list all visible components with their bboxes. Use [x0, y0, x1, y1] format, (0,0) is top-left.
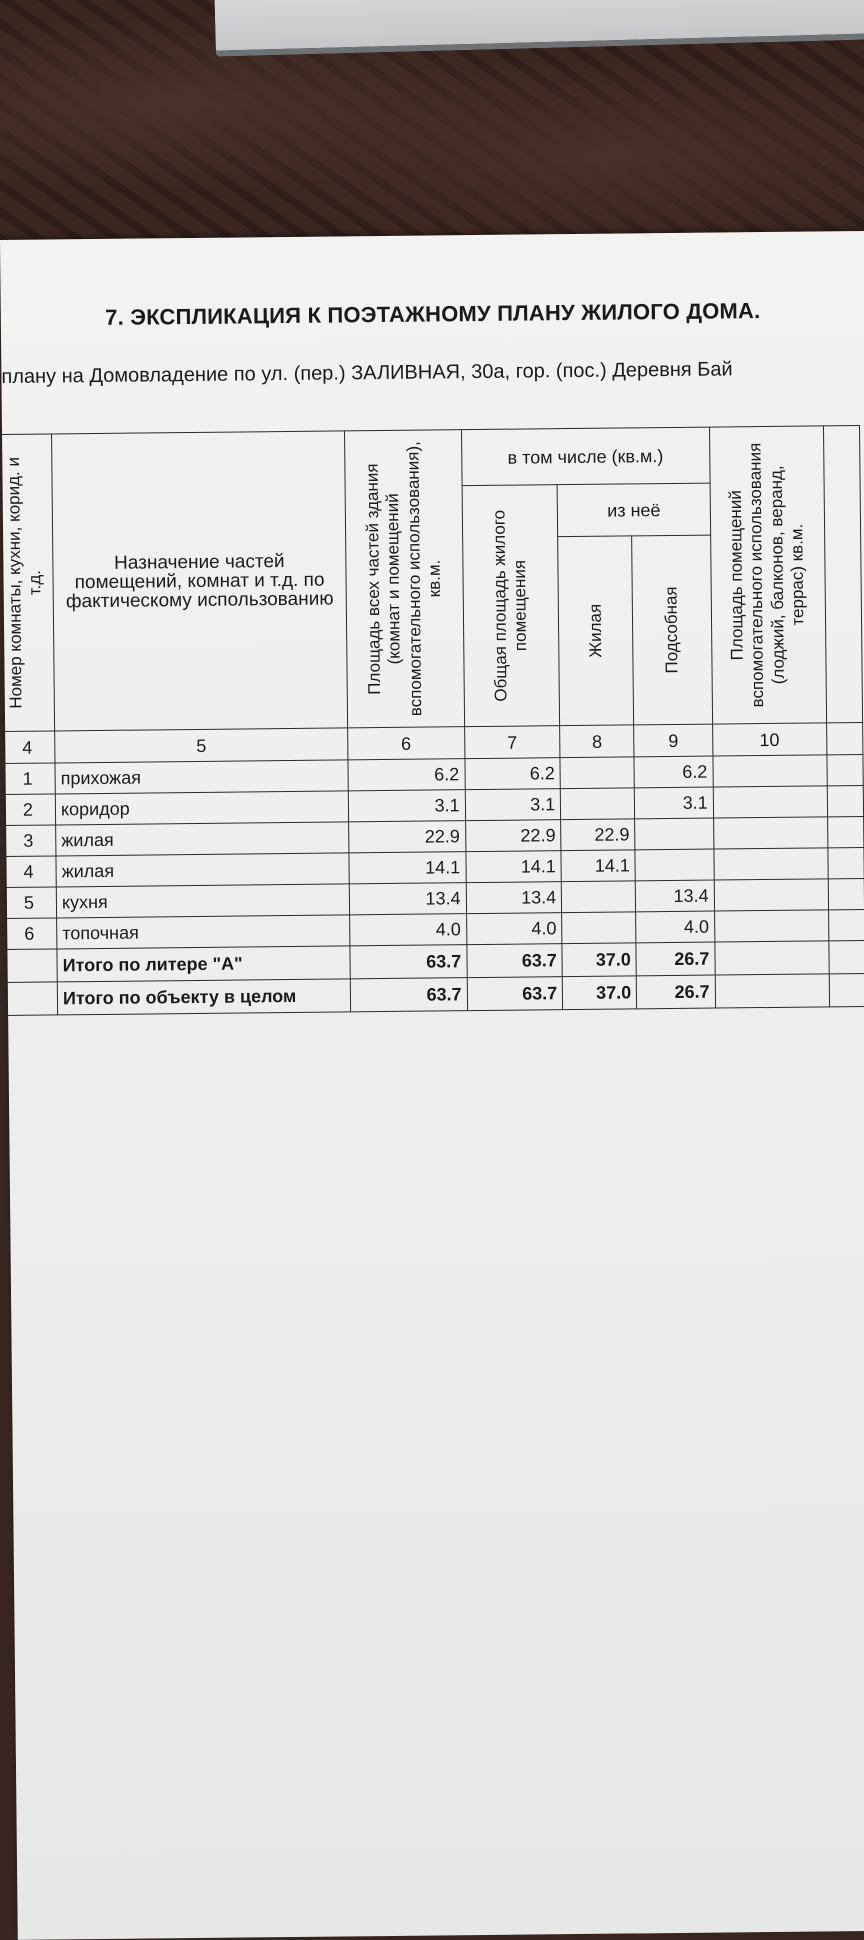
total-label: Итого по литере "А" — [57, 946, 350, 982]
explication-table — [0, 425, 864, 1016]
room-name: кухня — [56, 884, 349, 918]
aux-area: 6.2 — [634, 756, 713, 788]
room-name: прихожая — [55, 760, 348, 794]
index-cell: 10 — [712, 723, 826, 756]
aux-area — [635, 818, 714, 850]
index-cell: 6 — [348, 727, 465, 760]
common-area: 22.9 — [465, 820, 561, 852]
aux-area: 13.4 — [635, 880, 714, 912]
living-area — [562, 881, 636, 913]
common-area: 14.1 — [466, 851, 562, 883]
total-area: 22.9 — [349, 821, 466, 853]
header-aux: Подсобная — [632, 535, 712, 725]
common-area: 4.0 — [466, 913, 562, 945]
room-name: топочная — [57, 915, 350, 949]
other-area — [714, 848, 828, 880]
document-subtitle: плану на Домовладение по ул. (пер.) ЗАЛИВНАЯ, 30а, гор. (пос.) Деревня Бай — [1, 358, 733, 388]
other-area — [714, 879, 828, 911]
header-living: Жилая — [558, 536, 634, 726]
room-number: 5 — [1, 887, 56, 919]
document-title: 7. ЭКСПЛИКАЦИЯ К ПОЭТАЖНОМУ ПЛАНУ ЖИЛОГО ДОМА. — [105, 298, 761, 330]
room-name: жилая — [56, 822, 349, 856]
other-area — [715, 974, 829, 1008]
header-group: в том числе (кв.м.) — [461, 427, 710, 486]
room-number: 3 — [1, 825, 56, 857]
index-cell: 5 — [55, 728, 348, 763]
total-area: 13.4 — [349, 883, 466, 915]
total-area: 4.0 — [350, 914, 467, 946]
living-area — [562, 912, 636, 944]
total-area: 3.1 — [348, 790, 465, 822]
common-area: 63.7 — [467, 944, 563, 978]
common-area: 3.1 — [465, 789, 561, 821]
other-area — [715, 941, 829, 975]
aux-area — [635, 849, 714, 881]
header-aux-area: Площадь помещений вспомогательного использования (лоджий, балконов, веранд, террас) кв.м. — [709, 426, 826, 724]
total-label: Итого по объекту в целом — [57, 979, 350, 1015]
aux-area: 4.0 — [636, 911, 715, 943]
room-number: 2 — [0, 794, 55, 826]
header-total-area: Площадь всех частей здания (комнат и помещений вспомогательного использования), кв.м. — [344, 430, 464, 728]
header-extra — [823, 426, 862, 723]
common-area: 6.2 — [465, 758, 561, 790]
other-area — [713, 817, 827, 849]
living-area: 14.1 — [561, 850, 635, 882]
index-cell: 8 — [560, 725, 634, 758]
total-area: 63.7 — [350, 978, 467, 1012]
total-area: 14.1 — [349, 852, 466, 884]
header-purpose: Назначение частей помещений, комнат и т.д. по фактическому использованию — [52, 431, 348, 731]
header-room-number: Номер комнаты, кухни, корид. и т.д. — [0, 434, 55, 732]
index-cell: 9 — [634, 724, 713, 757]
living-area — [560, 757, 634, 789]
room-number: 6 — [2, 918, 57, 950]
common-area: 63.7 — [467, 977, 563, 1011]
other-area — [713, 786, 827, 818]
living-area: 37.0 — [563, 976, 637, 1010]
aux-area: 26.7 — [636, 942, 715, 976]
common-area: 13.4 — [466, 882, 562, 914]
other-area — [714, 910, 828, 942]
index-cell: 7 — [464, 726, 560, 759]
index-cell: 4 — [0, 731, 55, 764]
document-sheet — [0, 231, 864, 1940]
living-area — [561, 788, 635, 820]
living-area: 22.9 — [561, 819, 635, 851]
living-area: 37.0 — [562, 943, 636, 977]
room-number: 1 — [0, 763, 55, 795]
aux-area: 3.1 — [635, 787, 714, 819]
header-subgroup: из неё — [557, 483, 710, 537]
other-area — [713, 755, 827, 787]
room-name: коридор — [55, 791, 348, 825]
aux-area: 26.7 — [636, 975, 715, 1009]
room-number: 4 — [1, 856, 56, 888]
header-common-area: Общая площадь жилого помещения — [462, 485, 560, 727]
total-area: 63.7 — [350, 945, 467, 979]
total-area: 6.2 — [348, 759, 465, 791]
room-name: жилая — [56, 853, 349, 887]
